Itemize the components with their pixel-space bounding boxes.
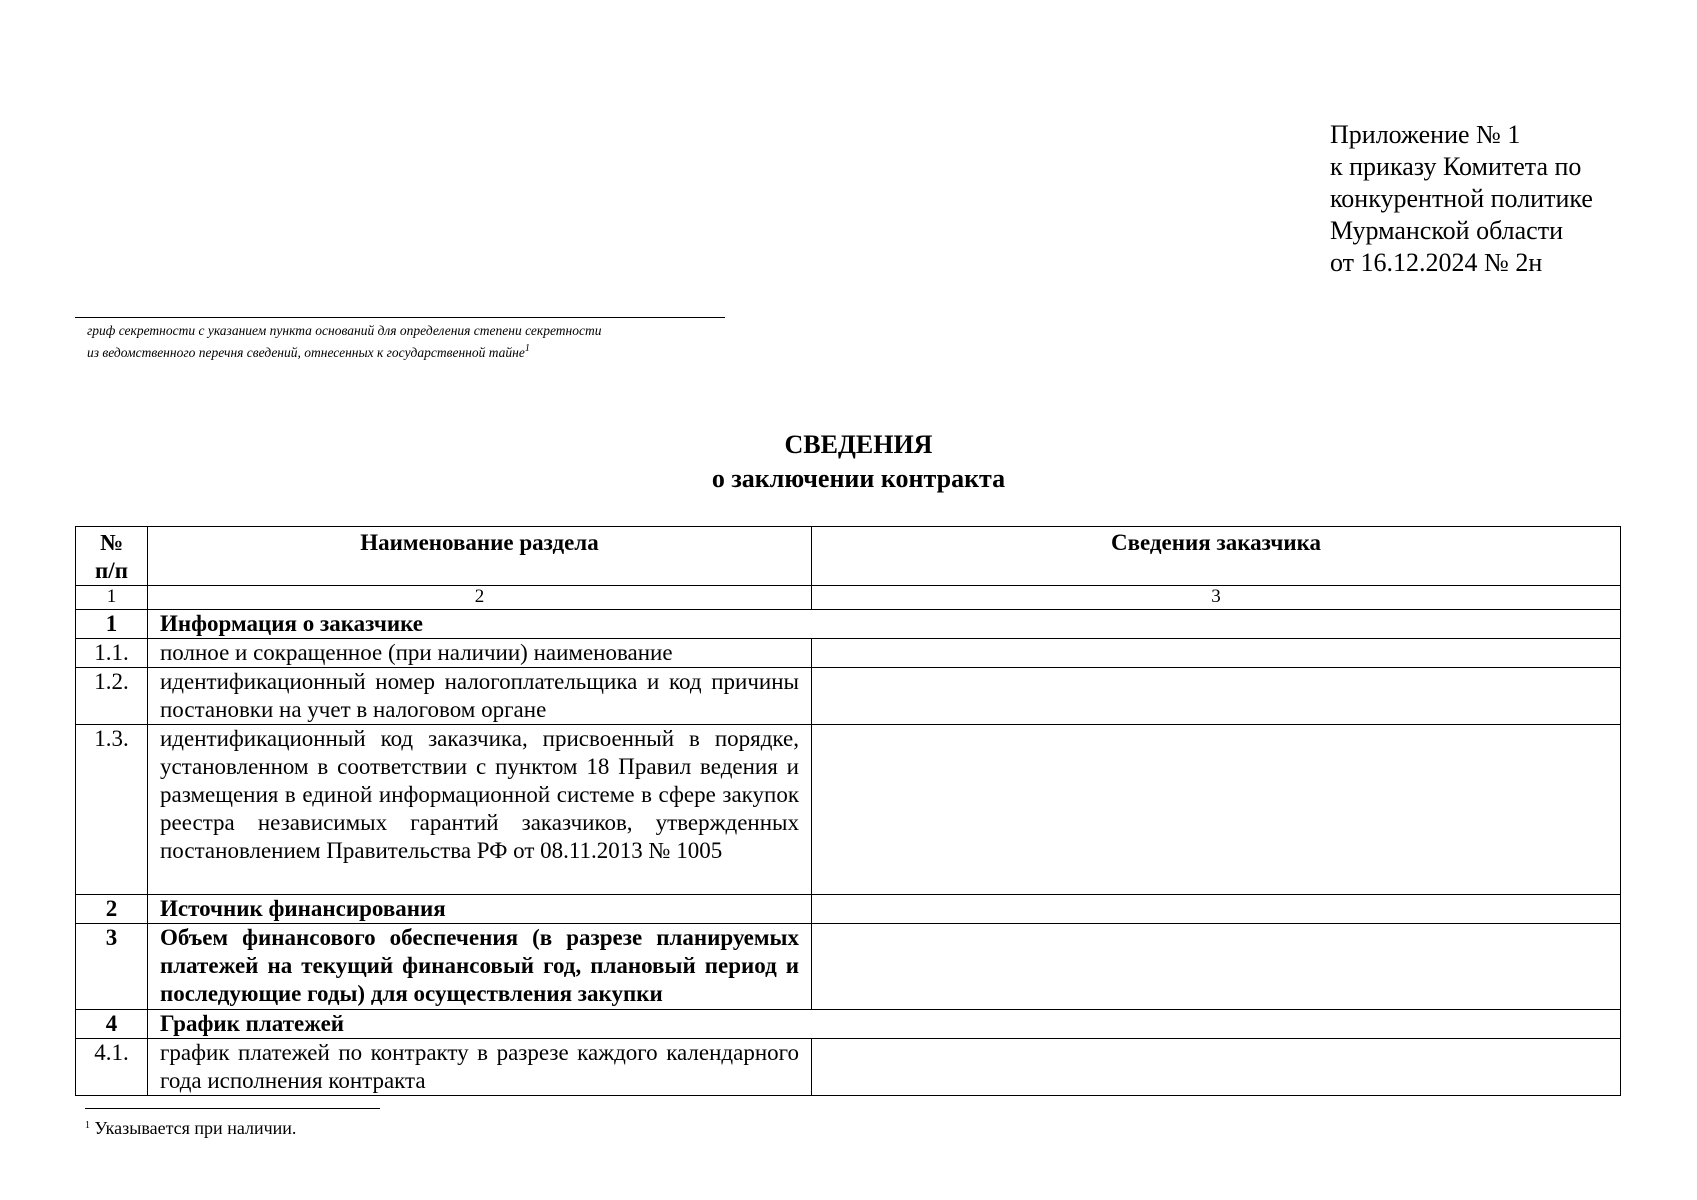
appendix-line: от 16.12.2024 № 2н: [1330, 248, 1543, 277]
footnote-mark: 1: [85, 1120, 90, 1131]
row-section-name: график платежей по контракту в разрезе каждого календарного года исполнения контракта: [148, 1039, 812, 1096]
header-section-name: Наименование раздела: [148, 527, 812, 586]
footnote-ref: 1: [524, 343, 530, 354]
row-section-name: Информация о заказчике: [148, 610, 1621, 639]
table-row: [76, 668, 1621, 725]
appendix-header: [1330, 119, 1593, 279]
title-sub: о заключении контракта: [711, 464, 1006, 493]
row-customer-value[interactable]: [812, 725, 1621, 895]
row-section-name: Источник финансирования: [148, 895, 812, 924]
table-row: [76, 895, 1621, 924]
appendix-line: конкурентной политике: [1330, 184, 1593, 213]
secrecy-field-line: [75, 317, 725, 318]
contract-info-table: [75, 526, 1621, 1096]
table-row: [76, 1039, 1621, 1096]
footnote: [85, 1117, 296, 1139]
column-index-row: [76, 586, 1621, 610]
appendix-line: Мурманской области: [1330, 216, 1563, 245]
table-row: [76, 924, 1621, 1010]
row-number: 3: [76, 924, 148, 1010]
table-row: [76, 610, 1621, 639]
row-number: 1.1.: [76, 639, 148, 668]
row-section-name: идентификационный номер налогоплательщика и код причины постановки на учет в налоговом органе: [148, 668, 812, 725]
row-section-name: График платежей: [148, 1010, 1621, 1039]
document-title: [0, 428, 1697, 496]
row-section-name: Объем финансового обеспечения (в разрезе планируемых платежей на текущий финансовый год, плановый период и последующие годы) для осуществления закупки: [148, 924, 812, 1010]
appendix-line: Приложение № 1: [1330, 120, 1521, 149]
row-number: 2: [76, 895, 148, 924]
row-section-name: полное и сокращенное (при наличии) наименование: [148, 639, 812, 668]
row-customer-value[interactable]: [812, 668, 1621, 725]
column-index: 1: [76, 586, 148, 610]
row-customer-value[interactable]: [812, 924, 1621, 1010]
footnote-text: Указывается при наличии.: [94, 1118, 297, 1138]
table-row: [76, 639, 1621, 668]
row-customer-value[interactable]: [812, 1039, 1621, 1096]
header-number: № п/п: [76, 527, 148, 586]
header-customer-info: Сведения заказчика: [812, 527, 1621, 586]
appendix-line: к приказу Комитета по: [1330, 152, 1582, 181]
row-section-name: идентификационный код заказчика, присвоенный в порядке, установленном в соответствии с пунктом 18 Правил ведения и размещения в единой информационной системе в сфере закупок реестра независимых гарантий заказчиков, утвержденных постановлением Правительства РФ от 08.11.2013 № 1005: [148, 725, 812, 895]
row-customer-value[interactable]: [812, 639, 1621, 668]
table-header-row: [76, 527, 1621, 586]
row-customer-value[interactable]: [812, 895, 1621, 924]
secrecy-note: [87, 320, 601, 364]
secrecy-note-line1: гриф секретности с указанием пункта оснований для определения степени секретности: [87, 323, 602, 338]
row-number: 1.2.: [76, 668, 148, 725]
secrecy-note-line2: [87, 342, 601, 364]
row-number: 1: [76, 610, 148, 639]
row-number: 1.3.: [76, 725, 148, 895]
row-number: 4: [76, 1010, 148, 1039]
row-number: 4.1.: [76, 1039, 148, 1096]
title-main: СВЕДЕНИЯ: [784, 430, 933, 459]
footnote-separator: [85, 1108, 380, 1109]
column-index: 3: [812, 586, 1621, 610]
column-index: 2: [148, 586, 812, 610]
table-row: [76, 725, 1621, 895]
table-row: [76, 1010, 1621, 1039]
secrecy-note-line2-text: из ведомственного перечня сведений, отнесенных к государственной тайне: [87, 345, 525, 360]
